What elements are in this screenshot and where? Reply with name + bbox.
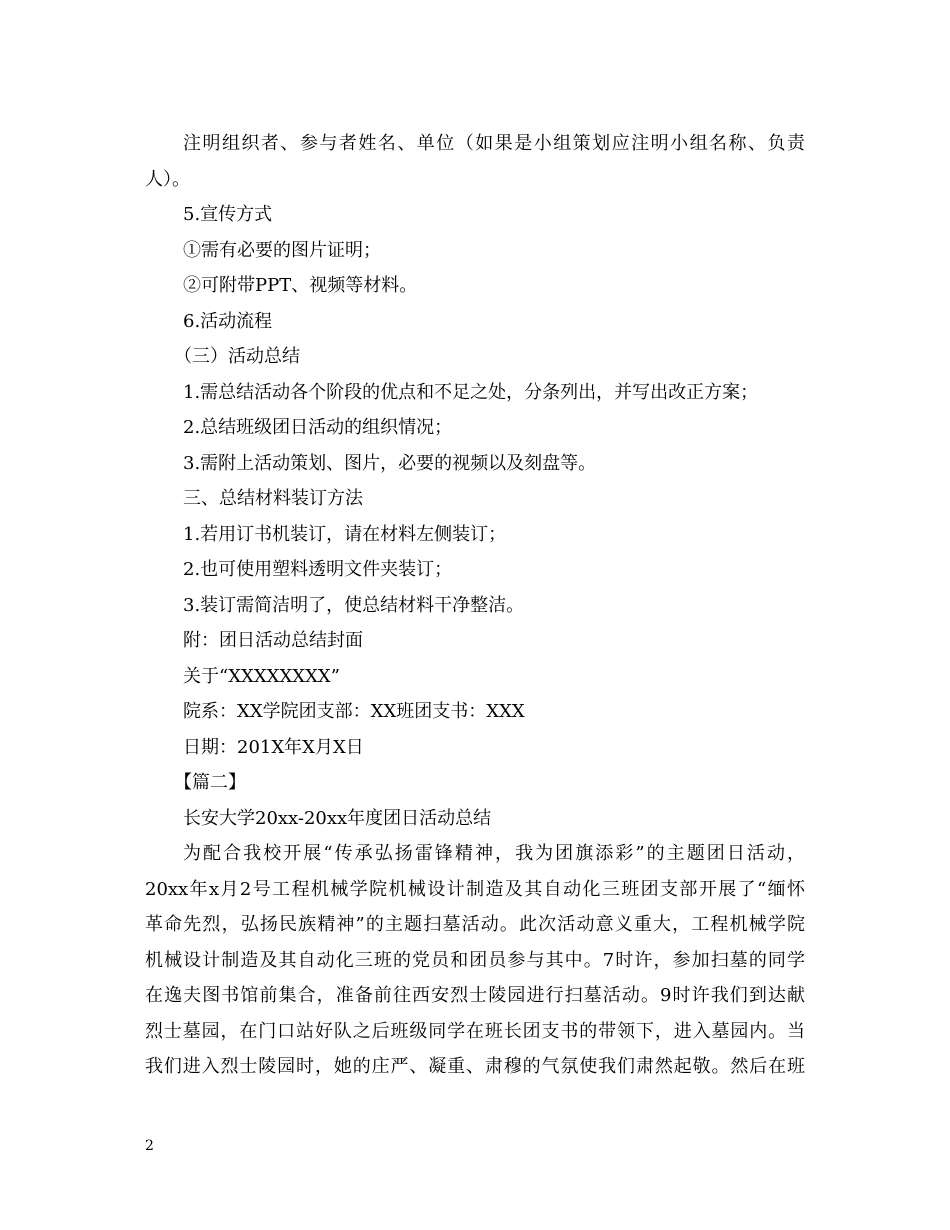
text-line: ①需有必要的图片证明； — [183, 239, 381, 261]
text-line: 20xx年x月2号工程机械学院机械设计制造及其自动化三班团支部开展了“缅怀 — [145, 878, 805, 900]
section-heading: （三）活动总结 — [174, 346, 300, 367]
text-line: ②可附带PPT、视频等材料。 — [183, 275, 418, 296]
text-line: 院系：XX学院团支部：XX班团支书：XXX — [183, 701, 525, 722]
text-line: 在逸夫图书馆前集合，准备前往西安烈士陵园进行扫墓活动。9时许我们到达献 — [145, 985, 805, 1006]
text-line: 为配合我校开展“传承弘扬雷锋精神，我为团旗添彩”的主题团日活动， — [183, 843, 805, 864]
text-line: 注明组织者、参与者姓名、单位（如果是小组策划应注明小组名称、负责 — [183, 133, 805, 154]
text-line: 日期：201X年X月X日 — [183, 736, 364, 758]
text-line: 人）。 — [145, 168, 190, 190]
text-line: 2.也可使用塑料透明文件夹装订； — [183, 559, 453, 580]
text-line: 烈士墓园，在门口站好队之后班级同学在班长团支书的带领下，进入墓园内。当 — [145, 1020, 805, 1042]
document-title: 长安大学20xx-20xx年度团日活动总结 — [183, 807, 492, 829]
text-line: 2.总结班级团日活动的组织情况； — [183, 417, 453, 438]
text-line: 1.需总结活动各个阶段的优点和不足之处，分条列出，并写出改正方案； — [183, 381, 759, 403]
text-line: 我们进入烈士陵园时，她的庄严、凝重、肃穆的气氛使我们肃然起敬。然后在班 — [145, 1056, 805, 1077]
text-line: 5.宣传方式 — [183, 204, 273, 225]
text-line: 6.活动流程 — [183, 310, 273, 332]
text-line: 革命先烈，弘扬民族精神”的主题扫墓活动。此次活动意义重大，工程机械学院 — [145, 914, 805, 935]
page-number: 2 — [145, 1138, 154, 1154]
text-line: 机械设计制造及其自动化三班的党员和团员参与其中。7时许，参加扫墓的同学 — [145, 949, 805, 971]
text-line: 关于“XXXXXXXX” — [183, 665, 340, 687]
section-heading: 【篇二】 — [174, 772, 246, 793]
text-line: 3.需附上活动策划、图片，必要的视频以及刻盘等。 — [183, 452, 597, 474]
text-line: 附：团日活动总结封面 — [183, 630, 363, 651]
document-body — [145, 126, 805, 1085]
section-heading: 三、总结材料装订方法 — [183, 488, 363, 509]
text-line: 1.若用订书机装订，请在材料左侧装订； — [183, 523, 507, 545]
text-line: 3.装订需简洁明了，使总结材料干净整洁。 — [183, 594, 525, 616]
